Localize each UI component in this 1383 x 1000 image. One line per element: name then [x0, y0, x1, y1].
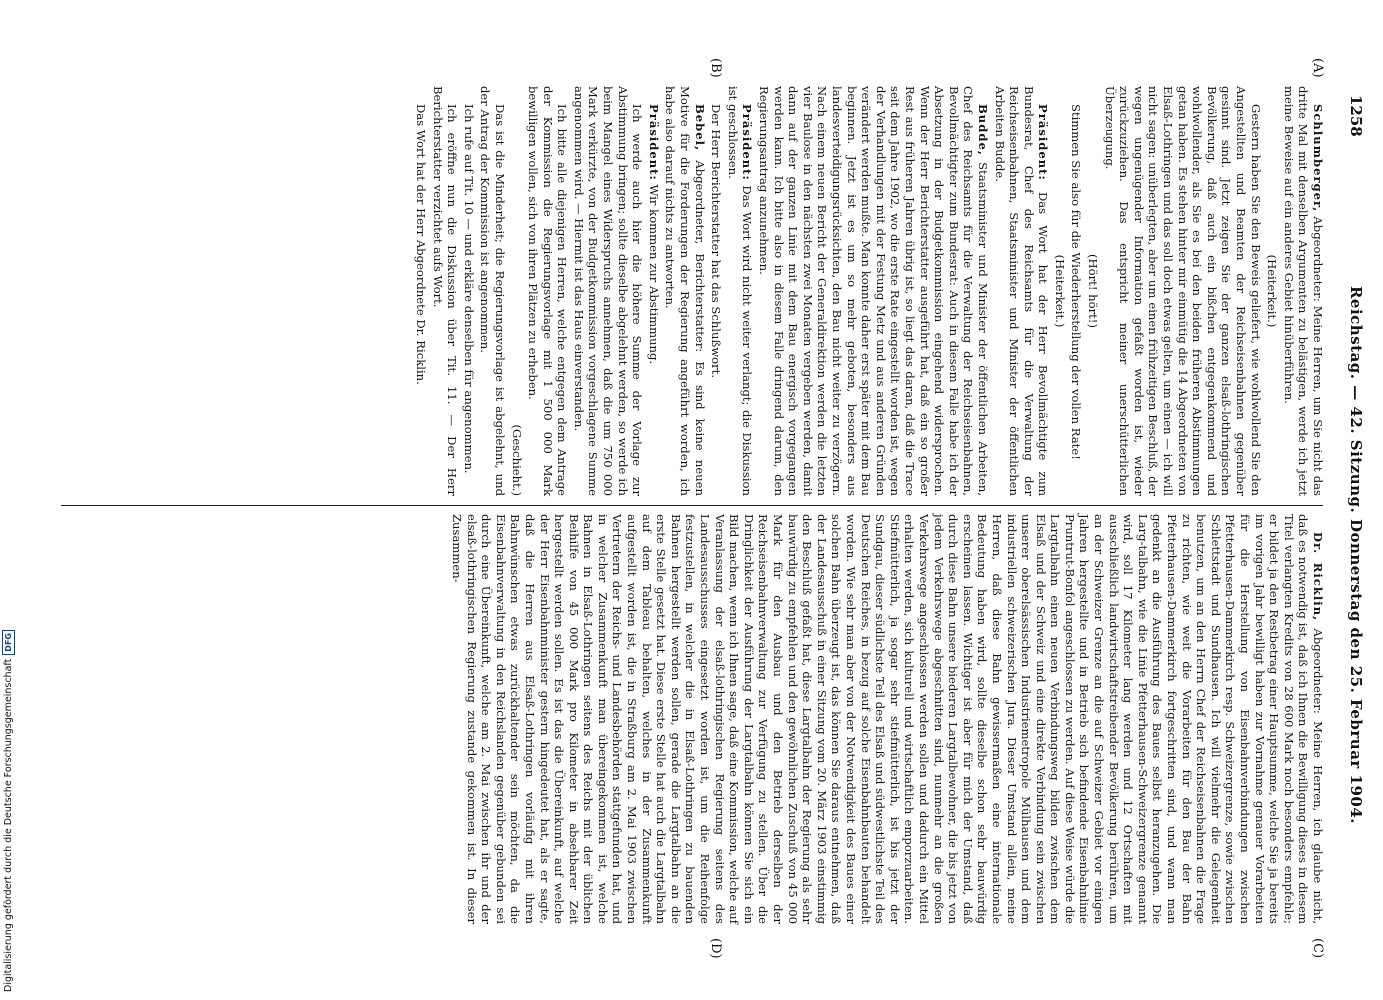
paragraph-text: Ich rufe auf Tit. 10 — und erkläre denselben für angenommen. [461, 104, 476, 474]
paragraph [1102, 86, 1263, 496]
paragraph [430, 86, 459, 496]
margin-marker-a: (A) [1310, 58, 1325, 78]
speaker-name: Bebel, [692, 104, 707, 152]
paragraph-text: Der Herr Berichterstatter hat das Schlußwort. [709, 104, 724, 379]
paragraph-text: Stimmen Sie also für die Wiederherstellung der vollen Rate! [1069, 104, 1084, 460]
speaker-name: Dr. Ricklin, [1311, 532, 1325, 622]
margin-marker-d: (D) [708, 938, 723, 959]
paragraph-text: Abgeordneter: Meine Herren, ich glaube nicht, daß es notwendig ist, daß ich Ihnen die Bewilligung dieses in diesem Titel verlangten Kredits von 28 600 Mark noch besonders empfehle; er bildet ja den Restbetrag einer Hauptsumme, welche Sie ja bereits im vorigen Jahr bewilligt haben zur Vornahme genauer Vorarbeiten für die Herstellung von Eisenbahnverbindungen zwischen Pfetterhausen-Dammerkirch resp. Schweizergrenze, sowie zwischen Schlettstadt und Sundhausen. Ich will vielmehr die Gelegenheit benutzen, um an den Herrn Chef der Reichseisenbahnen die Frage zu richten, wie weit die Vorarbeiten für den Bau der Bahn Pfetterhausen-Dammerkirch fortgeschritten sind, und wann man gedenkt an die Ausführung des Baues selbst heranzugehen. Die Larg-talbahn, wie die Linie Pfetterhausen-Schweizergrenze genannt wird, soll 17 Kilometer lang werden und 12 Ortschaften mit ausschließlich landwirtschaftstreibender Bevölkerung berühren, um an der Schweizer Grenze an die auf Schweizer Gebiet vor einigen Jahren hergestellte und in Betrieb sich befindende Eisenbahnlinie Pruntrut-Bonfol angeschlossen zu werden. Auf diese Weise würde die Largtalbahn einen neuen Verbindungsweg bilden zwischen dem Elsaß und der Schweiz und eine direkte Verbindung sein zwischen unserer oberelsässischen Industriemetropole Mülhausen und dem industriellen schweizerischen Jura. Dieser Umstand allein, meine Herren, daß diese Bahn gewissermaßen eine internationale Bedeutung haben wird, sollte dieselbe schon sehr bauwürdig erscheinen lassen. Wichtiger ist aber für mich der Umstand, daß durch diese Bahn unsere biederen Largtalbewohner, die bis jetzt von jedem Verkehrswege abgeschnitten sind, nunmehr an die großen Verkehrswege angeschlossen werden sollen und dadurch ein Mittel erhalten werden, sich kulturell und wirtschaftlich emporzuarbeiten. Stiefmütterlich, ja sogar sehr stiefmütterlich, ist bis jetzt der Sundgau, dieser südlichste Teil des Elsaß und südwestlichste Teil des Deutschen Reiches, in bezug auf solche Eisenbahnbauten behandelt worden. Wie sehr man aber von der Notwendigkeit des Baues einer solchen Bahn überzeugt ist, das können Sie daraus entnehmen, daß der Landesausschuß in einer Sitzung vom 20. März 1903 einstimmig den Beschluß gefaßt hat, diese Largtalbahn der Regierung als sehr bauwürdig zu empfehlen und den gewöhnlichen Zuschuß von 45 000 Mark für den Ausbau und den Betrieb derselben der Reichseisenbahnverwaltung zur Verfügung zu stellen. Über die Dringlichkeit der Ausführung der Largtalbahn können Sie sich ein Bild machen, wenn ich Ihnen sage, daß eine Kommission, welche auf Veranlassung der elsaß-lothringischen Regierung seitens des Landesausschusses eingesetzt worden ist, um die Reihenfolge festzustellen, in welcher die in Elsaß-Lothringen zu bauenden Bahnen hergestellt werden sollen, gerade die Largtalbahn an die erste Stelle gesetzt hat. Diese erste Stelle hat auch die Largtalbahn auf dem Tableau behalten, welches in der Zusammenkunft aufgestellt worden ist, die in Straßburg am 2. Mai 1903 zwischen Vertretern der Reichs- und Landesbehörden stattgefunden hat, und in welcher Zusammenkunft man übereingekommen ist, welche Bahnen in Elsaß-Lothringen seitens des Reichs mit der üblichen Beihilfe von 45 000 Mark pro Kilometer in absehbarer Zeit hergestellt werden sollen. Es ist das die Übereinkunft, auf welche der Herr Eisenbahnminister gestern hingedeutet hat, als er sagte, daß die Herren aus Elsaß-Lothringen vorläufig mit ihren Bahnwünschen etwas zurückhaltender sein möchten, da die Eisenbahnverwaltung in den Reichslanden gegenüber gebunden sei durch eine Übereinkunft, welche am 2. Mai zwischen ihr und der elsaß-lothringischen Regierung zustande gekommen ist. In dieser Zusammen- [449, 514, 1325, 925]
paragraph-text: Abgeordneter, Berichterstatter: Es sind keine neuen Motive für die Forderungen der Regierung angeführt worden, ich habe also darauf nichts zu antworten. [663, 86, 707, 496]
speaker-name: Präsident: [1036, 104, 1051, 181]
paragraph [1281, 86, 1325, 496]
speaker-name: Präsident: [646, 104, 661, 181]
paragraph-text: Staatsminister und Minister der öffentlichen Arbeiten, Chef des Reichsamts für die Verwaltung der Reichseisenbahnen, Bevollmächtigter zum Bundesrat: Auch in diesem Falle habe ich der Absetzung in der Budgetkommission eingehend widersprochen. Wenn der Herr Berichterstatter ausgeführt hat, daß ein so großer Rest aus früheren Jahren übrig ist, so liegt das daran, daß die Trace seit dem Jahre 1902, wo die erste Rate eingestellt worden ist, wegen der Verhandlungen mit der Festung Metz und aus anderen Gründen verändert werden mußte. Man konnte daher erst später mit dem Bau beginnen. Jetzt ist es um so mehr geboten, besonders aus landesverteidigungsrücksichten, den Bau nicht weiter zu verzögern. Nach einem neuen Bericht der Generaldirektion werden die letzten vier Baulose in den nächsten zwei Monaten vergeben werden, damit dann auf der ganzen Linie mit dem Bau energisch vorgegangen werden kann. Ich bitte also in diesem Falle dringend darum, den Regierungsantrag anzunehmen. [757, 86, 990, 497]
paragraph [571, 86, 644, 496]
left-column [60, 86, 1325, 496]
interjection: (Heiterkeit.) [1052, 254, 1067, 328]
paragraph-text: Das Wort hat der Herr Abgeordnete Dr. Ricklin. [413, 104, 428, 385]
paragraph-text: Abgeordneter: Meine Herren, um Sie nicht das dritte Mal mit denselben Argumenten zu belästigen, werde ich jetzt meine Beweise auf ein anderes Gebiet hinüberführen. [1281, 86, 1325, 497]
speaker-name: Präsident: [740, 104, 755, 181]
paragraph [709, 86, 724, 496]
digitization-credit [2, 612, 18, 992]
credit-text: Digitalisierung gefördert durch die Deutsche Forschungsgemeinschaft [3, 658, 14, 992]
interjection: (Heiterkeit.) [1265, 254, 1280, 328]
paragraph-text: Ich eröffne nun die Diskussion über Tit. 11. — Der Herr Berichterstatter verzichtet aufs Wort. [430, 86, 460, 496]
interjection: (Geschieht.) [509, 424, 524, 496]
paragraph-text: Ich werde auch hier die höhere Summe der Vorlage zur Abstimmung bringen; sollte dieselbe abgelehnt werden, so werde ich beim Mangel eines Widerspruchs annehmen, daß die um 750 000 Mark verkürzte, von der Budgetkommission vorgeschlagene Summe angenommen wird. — Hiermit ist das Haus einverstanden. [571, 86, 645, 496]
paragraph-text: Das Wort hat der Herr Bevollmächtigte zum Bundesrat, Chef des Reichsamts für die Verwaltung der Reichseisenbahnen, Staatsminister und Minister der öffentlichen Arbeiten Budde. [992, 86, 1051, 496]
dfg-logo: DFG [2, 630, 15, 655]
paragraph-text: Wir kommen zur Abstimmung. [646, 184, 661, 365]
paragraph-text: Das ist die Minderheit; die Regierungsvorlage ist abgelehnt, und der Antrag der Kommission ist angenommen. [478, 86, 507, 496]
paragraph [646, 86, 661, 496]
paragraph [478, 86, 507, 496]
right-column [60, 514, 1325, 924]
running-title: Reichstag. — 42. Sitzung. Donnerstag den 25. Februar 1904. [1347, 285, 1365, 825]
paragraph [756, 86, 990, 496]
paragraph [663, 86, 707, 496]
page-header [1339, 95, 1367, 955]
paragraph [526, 86, 570, 496]
paragraph-text: Ich bitte alle diejenigen Herren, welche entgegen dem Antrage der Kommission die Regierungsvorlage mit 1 500 000 Mark bewilligen wollen, sich von ihren Plätzen zu erheben. [526, 86, 570, 496]
paragraph-text: Gestern haben Sie den Beweis geliefert, wie wohlwollend Sie den Angestellten und Beamten der Reichseisenbahnen gegenüber gesinnt sind. Jetzt zeigen Sie der ganzen elsaß-lothringischen Bevölkerung, daß auch ein bißchen entgegenkommend und wohlwollender, als Sie es bei den beiden früheren Abstimmungen getan haben. Es stehen hinter mir einmütig die 14 Abgeordneten von Elsaß-Lothringen und das soll doch etwas gelten, um einen — ich will nicht sagen: unüberlegten, aber um einen frühzeitigen Beschluß, der wegen ungenügender Information gefaßt worden ist, wieder zurückzuziehen. Das entspricht meiner unerschütterlichen Überzeugung. [1102, 86, 1263, 496]
column-divider [61, 505, 1323, 506]
paragraph [413, 86, 428, 496]
margin-marker-c: (C) [1310, 938, 1325, 959]
speaker-name: Budde, [975, 104, 990, 156]
paragraph [725, 86, 754, 496]
paragraph [992, 86, 1050, 496]
paragraph [461, 86, 476, 496]
paragraph [449, 514, 1325, 924]
margin-marker-b: (B) [708, 58, 723, 78]
paragraph [1069, 86, 1084, 496]
page-number: 1258 [1347, 95, 1365, 137]
paragraph-text: Das Wort wird nicht weiter verlangt; die Diskussion ist geschlossen. [725, 86, 755, 496]
speaker-name: Schlumberger, [1311, 104, 1325, 213]
interjection: (Hört! hört!) [1086, 254, 1101, 328]
